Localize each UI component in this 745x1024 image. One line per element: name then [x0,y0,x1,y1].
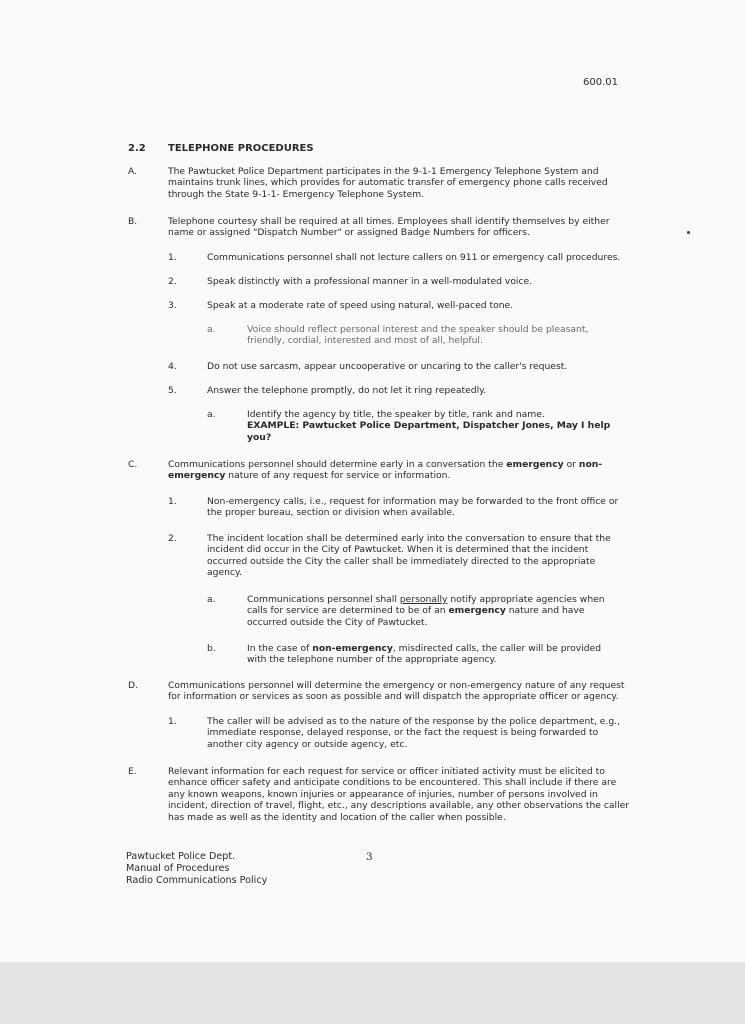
paragraph-e [168,766,629,823]
paragraph-a-line: The Pawtucket Police Department participates in the 9-1-1 Emergency Telephone System and [168,166,599,177]
paragraph-a [168,166,608,200]
paragraph-b-line: name or assigned "Dispatch Number" or assigned Badge Numbers for officers. [168,227,530,239]
paragraph-c-marker: C. [128,459,138,470]
b-item-3-sub-a-marker: a. [207,324,216,335]
paragraph-a-marker: A. [128,166,138,177]
c-item-2-sub-a-marker: a. [207,594,216,605]
c-item-1-line: the proper bureau, section or division when available. [207,507,455,519]
paragraph-e-line: has made as well as the identity and location of the caller when possible. [168,811,506,823]
b-item-3-sub-a [247,324,588,347]
paragraph-d-line: Communications personnel will determine the emergency or non-emergency nature of any request [168,680,625,691]
d-item-1-marker: 1. [168,716,177,727]
c-item-2 [207,533,611,579]
d-item-1-line: another city agency or outside agency, etc. [207,738,408,750]
c-item-2-sub-b [247,643,601,666]
b-item-5-marker: 5. [168,385,177,396]
scanner-background [0,962,745,1024]
c-item-2-line: occurred outside the City the caller shall be immediately directed to the appropriate [207,555,596,567]
sub-a-line: Voice should reflect personal interest and the speaker should be pleasant, [247,324,589,335]
sub-b-line: with the telephone number of the appropriate agency. [247,654,497,666]
section-number: 2.2 [128,143,146,154]
text-run: Communications personnel shall [247,594,400,605]
paragraph-b [168,216,610,239]
d-item-1-line: The caller will be advised as to the nature of the response by the police department, e.g., [207,716,621,727]
text-run: or [563,459,579,470]
footer-page-number: 3 [366,851,373,863]
footer [126,851,267,887]
text-run: nature and have [505,605,585,617]
paragraph-c [168,459,602,482]
section-title: TELEPHONE PROCEDURES [168,143,314,154]
paragraph-a-line: maintains trunk lines, which provides for automatic transfer of emergency phone calls received [168,177,608,189]
text-run: calls for service are determined to be of an [247,605,449,617]
paragraph-b-line: Telephone courtesy shall be required at all times. Employees shall identify themselves by either [168,216,610,227]
paragraph-d [168,680,625,703]
text-run-underline: personally [399,594,448,605]
c-item-1-line: Non-emergency calls, i.e., request for information may be forwarded to the front office or [207,496,619,507]
paragraph-c-line [168,470,602,481]
c-item-2-sub-a [247,594,605,628]
footer-policy: Radio Communications Policy [126,875,268,886]
paragraph-e-line: any known weapons, known injuries or appearance of injuries, number of persons involved in [168,788,598,800]
sub-a-line: Identify the agency by title, the speaker by title, rank and name. [247,409,545,420]
c-item-2-sub-b-marker: b. [207,643,216,654]
text-run: , misdirected calls, the caller will be provided [392,643,602,654]
b-item-5: Answer the telephone promptly, do not let it ring repeatedly. [207,385,487,396]
example-line: you? [247,431,272,443]
paragraph-d-marker: D. [128,680,138,691]
sub-a-line: friendly, cordial, interested and most of all, helpful. [247,335,483,347]
sub-b-line [247,643,601,654]
text-run-bold: emergency [506,459,564,470]
b-item-3: Speak at a moderate rate of speed using natural, well-paced tone. [207,300,514,311]
b-item-1: Communications personnel shall not lecture callers on 911 or emergency call procedures. [207,252,621,263]
paragraph-e-marker: E. [128,766,137,777]
text-run: In the case of [247,643,313,654]
paragraph-e-line: Relevant information for each request for service or officer initiated activity must be elicited to [168,766,605,777]
scan-speck [687,231,690,234]
b-item-4: Do not use sarcasm, appear uncooperative or uncaring to the caller's request. [207,361,568,372]
text-run-bold: emergency [168,470,226,482]
c-item-1-marker: 1. [168,496,177,507]
sub-a-line [247,594,605,605]
text-run-bold: non- [578,459,603,470]
b-item-5-sub-a [247,409,610,443]
c-item-2-line: The incident location shall be determined early into the conversation to ensure that the [207,533,611,544]
b-item-5-sub-a-marker: a. [207,409,216,420]
text-run: Communications personnel should determine early in a conversation the [168,459,507,470]
text-run: notify appropriate agencies when [447,594,605,605]
c-item-2-line: incident did occur in the City of Pawtucket. When it is determined that the incident [207,544,589,556]
paragraph-e-line: enhance officer safety and anticipate conditions to be encountered. This shall include if there are [168,777,617,789]
d-item-1-line: immediate response, delayed response, or the fact the request is being forwarded to [207,727,599,739]
c-item-1 [207,496,618,519]
text-run: nature of any request for service or information. [225,470,451,482]
text-run-bold: non-emergency [312,643,393,654]
b-item-4-marker: 4. [168,361,177,372]
b-item-2-marker: 2. [168,276,177,287]
c-item-2-marker: 2. [168,533,177,544]
paragraph-e-line: incident, direction of travel, flight, etc., any descriptions available, any other observations the caller [168,800,630,812]
sub-a-line: occurred outside the City of Pawtucket. [247,616,428,628]
b-item-1-marker: 1. [168,252,177,263]
sub-a-line [247,605,605,616]
paragraph-a-line: through the State 9-1-1- Emergency Telephone System. [168,188,425,200]
footer-manual: Manual of Procedures [126,863,230,874]
c-item-2-line: agency. [207,567,243,579]
paragraph-b-marker: B. [128,216,138,227]
text-run-bold: emergency [448,605,506,617]
document-number: 600.01 [583,77,618,88]
paragraph-c-line [168,459,602,470]
b-item-2: Speak distinctly with a professional manner in a well-modulated voice. [207,276,533,287]
example-line: EXAMPLE: Pawtucket Police Department, Dispatcher Jones, May I help [247,420,611,432]
b-item-3-marker: 3. [168,300,177,311]
paragraph-d-line: for information or services as soon as possible and will dispatch the appropriate officer or agency. [168,691,619,703]
footer-department: Pawtucket Police Dept. [126,851,236,862]
d-item-1 [207,716,620,750]
